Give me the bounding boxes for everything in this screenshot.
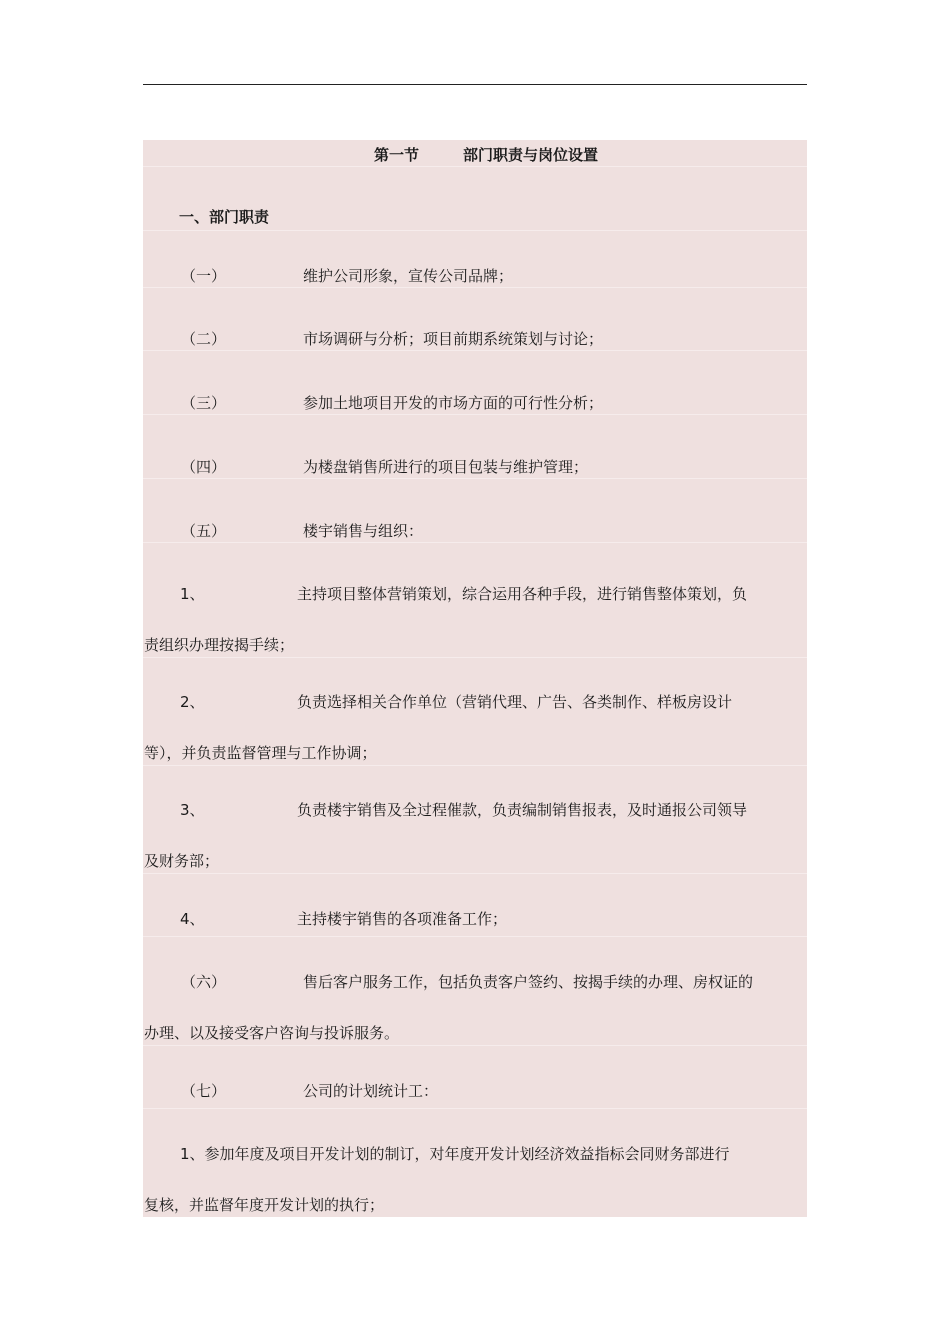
duty-label: （六） (181, 973, 227, 991)
duty-text: 公司的计划统计工： (303, 1082, 439, 1100)
band (143, 936, 807, 937)
band (143, 1108, 807, 1109)
band (143, 350, 807, 351)
band (143, 287, 807, 288)
item-text: 参加年度及项目开发计划的制订，对年度开发计划经济效益指标会同财务部进行 (204, 1145, 730, 1163)
item-text-continued: 及财务部； (144, 852, 220, 870)
item-label: 3、 (180, 801, 205, 819)
item-label: 2、 (180, 693, 205, 711)
section-title: 部门职责与岗位设置 (463, 146, 599, 164)
section-number: 第一节 (374, 146, 420, 164)
duty-label: （四） (181, 458, 227, 476)
item-text: 负责楼宇销售及全过程催款，负责编制销售报表，及时通报公司领导 (297, 801, 748, 819)
document-body (143, 140, 807, 1217)
duty-text: 为楼盘销售所进行的项目包装与维护管理； (303, 458, 589, 476)
duty-text: 楼宇销售与组织： (303, 522, 424, 540)
item-text: 负责选择相关合作单位（营销代理、广告、各类制作、样板房设计 (297, 693, 733, 711)
item-text: 主持楼宇销售的各项准备工作； (297, 910, 508, 928)
item-text: 主持项目整体营销策划，综合运用各种手段，进行销售整体策划，负 (297, 585, 748, 603)
band (143, 478, 807, 479)
band (143, 542, 807, 543)
duty-text: 售后客户服务工作，包括负责客户签约、按揭手续的办理、房权证的 (303, 973, 754, 991)
duty-text-continued: 办理、以及接受客户咨询与投诉服务。 (144, 1024, 400, 1042)
header-rule (143, 84, 807, 85)
band (143, 414, 807, 415)
duty-text: 维护公司形象，宣传公司品牌； (303, 267, 514, 285)
band (143, 765, 807, 766)
duty-text: 市场调研与分析；项目前期系统策划与讨论； (303, 330, 604, 348)
plan-item (180, 1144, 730, 1164)
band (143, 873, 807, 874)
heading-department-duties: 一、部门职责 (179, 208, 270, 226)
band (143, 657, 807, 658)
item-text-continued: 责组织办理按揭手续； (144, 636, 295, 654)
item-label: 4、 (180, 910, 205, 928)
duty-label: （三） (181, 394, 227, 412)
duty-label: （七） (181, 1082, 227, 1100)
band (143, 1045, 807, 1046)
item-text-continued: 复核，并监督年度开发计划的执行； (144, 1196, 385, 1214)
duty-label: （二） (181, 330, 227, 348)
item-label: 1、 (180, 1145, 205, 1163)
band (143, 230, 807, 231)
item-label: 1、 (180, 585, 205, 603)
band (143, 166, 807, 167)
duty-label: （一） (181, 267, 227, 285)
duty-text: 参加土地项目开发的市场方面的可行性分析； (303, 394, 604, 412)
item-text-continued: 等），并负责监督管理与工作协调； (144, 744, 377, 762)
duty-label: （五） (181, 522, 227, 540)
